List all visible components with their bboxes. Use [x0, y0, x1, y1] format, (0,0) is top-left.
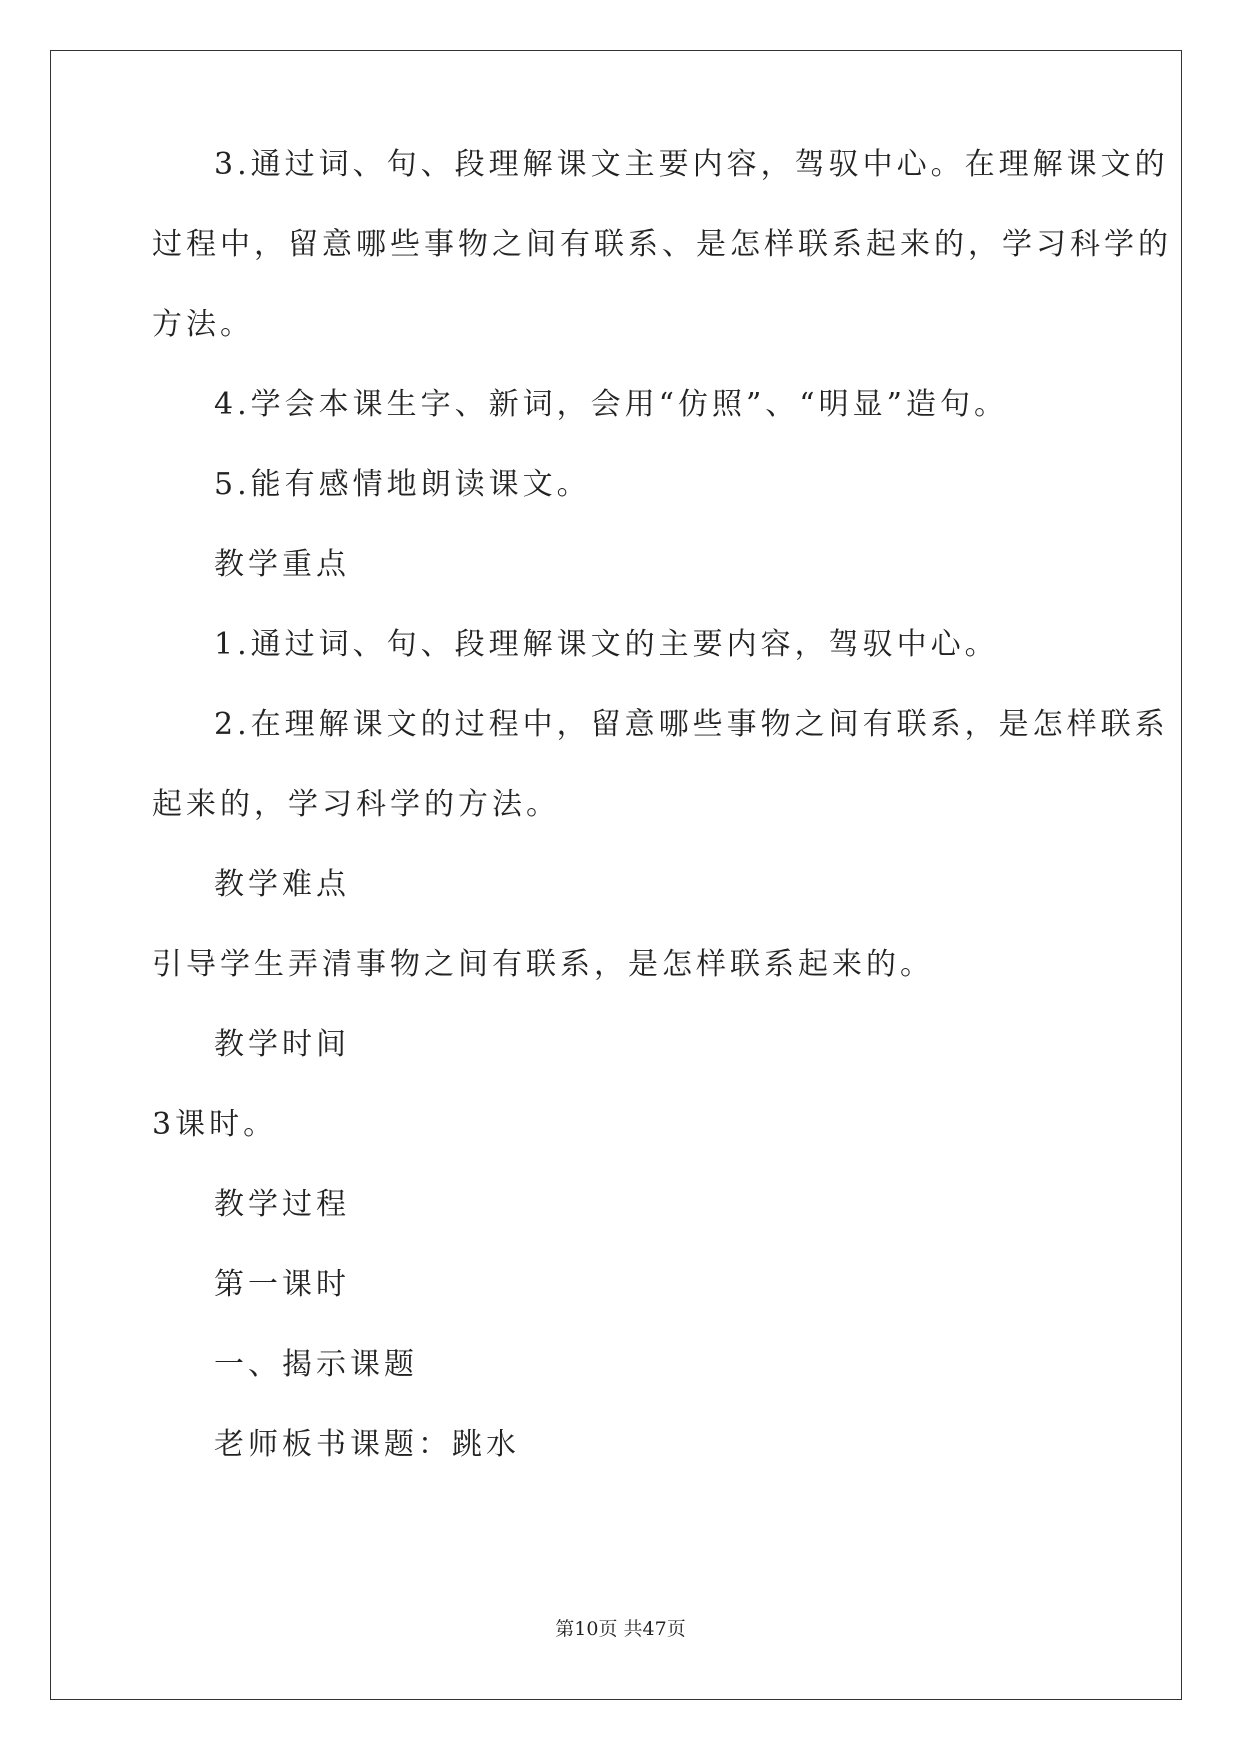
- paragraph-line: 方法。: [152, 307, 254, 342]
- paragraph-line: 5.能有感情地朗读课文。: [214, 467, 591, 502]
- paragraph-line: 起来的，学习科学的方法。: [152, 787, 560, 822]
- paragraph-line: 3课时。: [152, 1107, 278, 1142]
- section-heading: 一、揭示课题: [214, 1347, 418, 1382]
- section-heading: 教学重点: [214, 547, 350, 582]
- section-heading: 教学时间: [214, 1027, 350, 1062]
- paragraph-line: 过程中，留意哪些事物之间有联系、是怎样联系起来的，学习科学的: [152, 227, 1172, 262]
- paragraph-line: 4.学会本课生字、新词，会用“仿照”、“明显”造句。: [214, 387, 1008, 422]
- section-heading: 第一课时: [214, 1267, 350, 1302]
- paragraph-line: 1.通过词、句、段理解课文的主要内容，驾驭中心。: [214, 627, 999, 662]
- page-number: 第10页 共47页: [555, 1618, 686, 1640]
- paragraph-line: 引导学生弄清事物之间有联系，是怎样联系起来的。: [152, 947, 934, 982]
- paragraph-line: 3.通过词、句、段理解课文主要内容，驾驭中心。在理解课文的: [214, 147, 1169, 182]
- section-heading: 教学过程: [214, 1187, 350, 1222]
- section-heading: 教学难点: [214, 867, 350, 902]
- paragraph-line: 老师板书课题：跳水: [214, 1427, 520, 1462]
- paragraph-line: 2.在理解课文的过程中，留意哪些事物之间有联系，是怎样联系: [214, 707, 1169, 742]
